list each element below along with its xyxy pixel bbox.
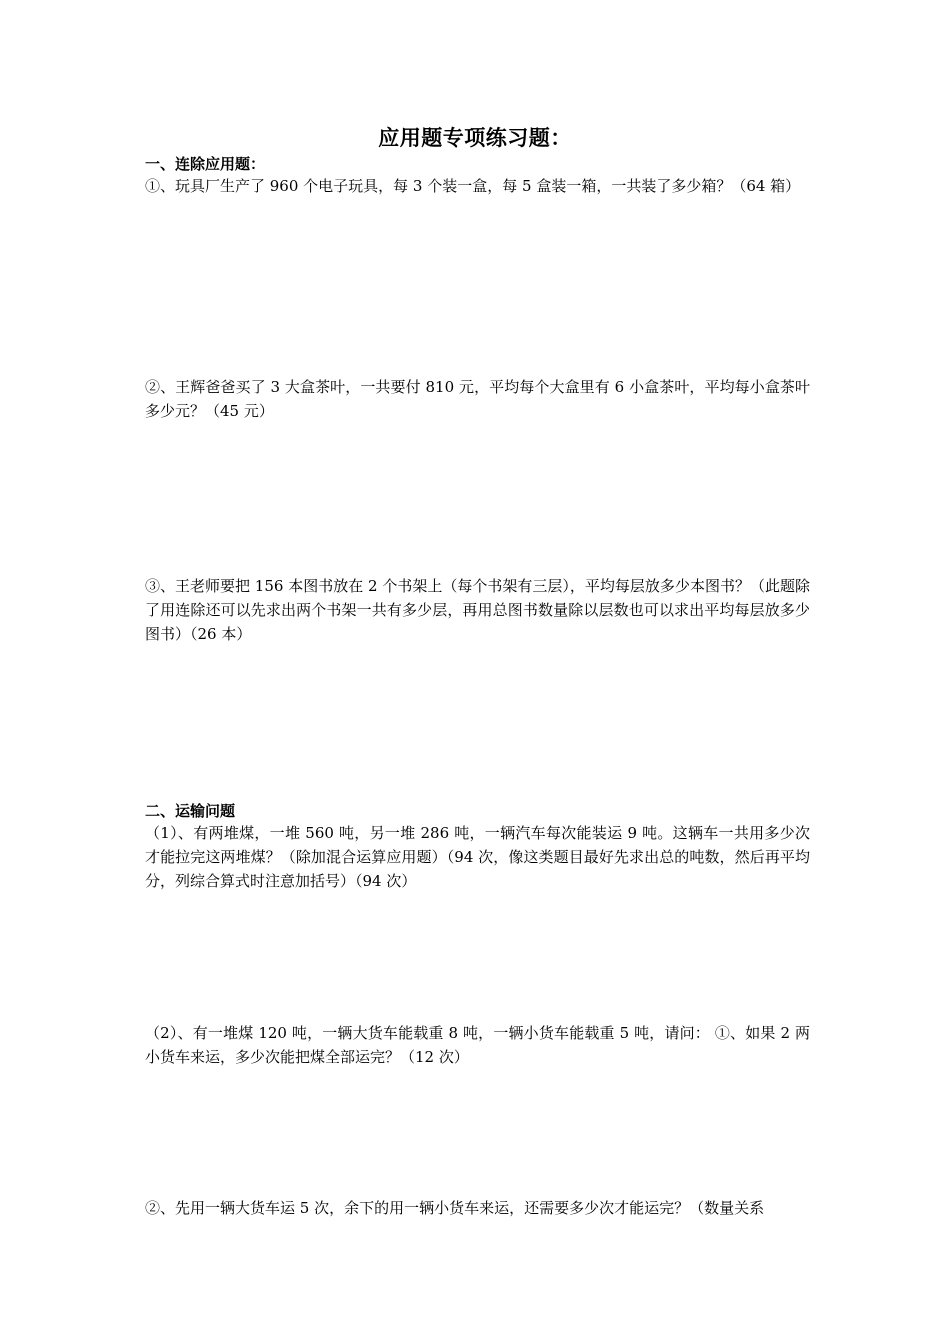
question-1-1: ①、玩具厂生产了 960 个电子玩具，每 3 个装一盒，每 5 盒装一箱，一共装了多少箱？（64 箱） — [145, 177, 801, 195]
question-2-1: （1）、有两堆煤，一堆 560 吨，另一堆 286 吨，一辆汽车每次能装运 9 吨。这辆车一共用多少次才能拉完这两堆煤？（除加混合运算应用题）（94 次，像这类题目最好先求出总的吨数，然后再平均分，列综合算式时注意加括号）（94 次） — [145, 824, 810, 890]
question-2-2: （2）、有一堆煤 120 吨，一辆大货车能载重 8 吨，一辆小货车能载重 5 吨，请问： ①、如果 2 两小货车来运，多少次能把煤全部运完？（12 次） — [145, 1024, 810, 1066]
question-1-2: ②、王辉爸爸买了 3 大盒茶叶，一共要付 810 元，平均每个大盒里有 6 小盒茶叶，平均每小盒茶叶多少元？（45 元） — [145, 378, 810, 420]
section-heading-2: 二、运输问题 — [145, 802, 236, 820]
section-heading-1: 一、连除应用题： — [145, 155, 266, 173]
question-2-3: ②、先用一辆大货车运 5 次，余下的用一辆小货车来运，还需要多少次才能运完？（数量关系 — [145, 1199, 765, 1217]
question-1-3: ③、王老师要把 156 本图书放在 2 个书架上（每个书架有三层），平均每层放多少本图书？（此题除了用连除还可以先求出两个书架一共有多少层，再用总图书数量除以层数也可以求出平均每层放多少图书）（26 本） — [145, 577, 810, 643]
page-title: 应用题专项练习题： — [378, 125, 572, 150]
